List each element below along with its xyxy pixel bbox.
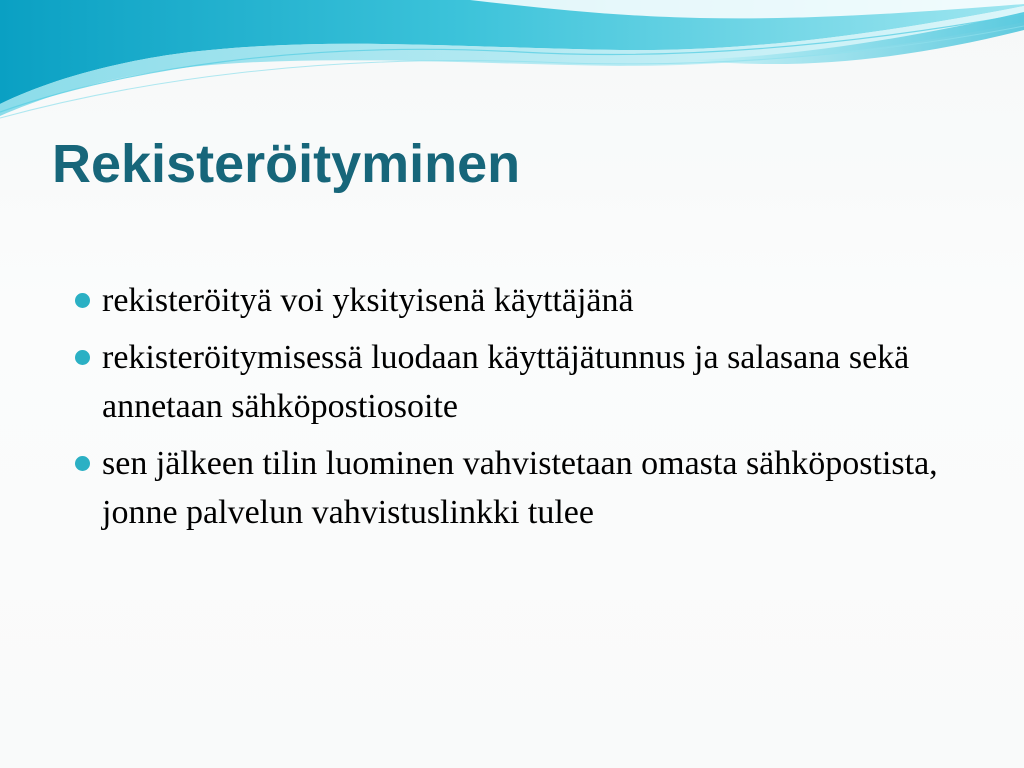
bullet-item xyxy=(74,439,954,537)
round-dot-icon xyxy=(75,350,90,365)
header-wave-decoration xyxy=(0,0,1024,120)
bullet-text: rekisteröitymisessä luodaan käyttäjätunnus ja salasana sekä annetaan sähköpostiosoite xyxy=(102,339,910,425)
slide-title: Rekisteröityminen xyxy=(52,134,521,194)
bullet-text: sen jälkeen tilin luominen vahvistetaan omasta sähköpostista, jonne palvelun vahvistuslinkki tulee xyxy=(102,445,938,531)
bullet-list xyxy=(74,276,954,545)
round-dot-icon xyxy=(75,456,90,471)
bullet-item xyxy=(74,276,954,325)
round-dot-icon xyxy=(75,293,90,308)
bullet-item xyxy=(74,333,954,431)
bullet-text: rekisteröityä voi yksityisenä käyttäjänä xyxy=(102,282,634,319)
